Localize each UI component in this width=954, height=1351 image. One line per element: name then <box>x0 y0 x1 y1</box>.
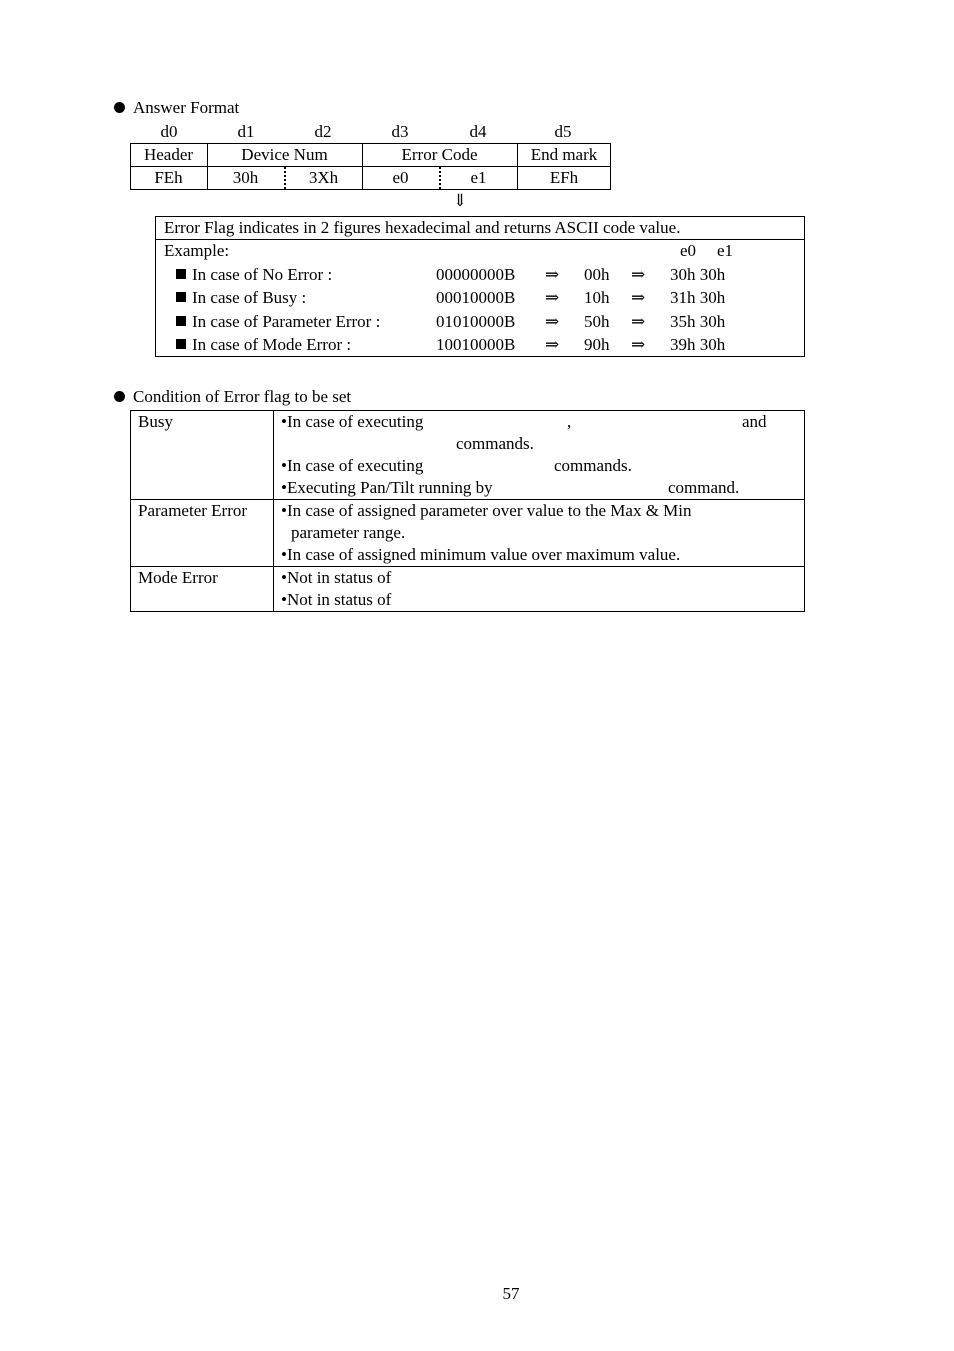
arrow-right-icon: ⇒ <box>545 312 560 331</box>
page-number: 57 <box>502 1284 520 1303</box>
busy-line-2: commands. <box>456 434 534 453</box>
error-row-label: In case of Busy : <box>192 288 307 307</box>
parameter-error-line-1: •In case of assigned parameter over value to the Max & Min <box>281 501 692 520</box>
error-flag-title: Error Flag indicates in 2 figures hexadecimal and returns ASCII code value. <box>164 218 681 237</box>
error-row-hex: 90h <box>584 335 610 354</box>
value-30h: 30h <box>232 168 259 187</box>
value-feh: FEh <box>154 168 183 187</box>
error-row-ascii: 35h 30h <box>670 312 726 331</box>
value-e1: e1 <box>470 168 487 187</box>
busy-line-3-commands: commands. <box>554 456 632 475</box>
error-row-ascii: 30h 30h <box>670 265 726 284</box>
error-row-ascii: 39h 30h <box>670 335 726 354</box>
column-e1-label: e1 <box>717 241 734 260</box>
mode-error-line-1: •Not in status of <box>281 568 392 587</box>
arrow-right-icon: ⇒ <box>545 335 560 354</box>
arrow-right-icon: ⇒ <box>631 265 646 284</box>
byte-label-d2: d2 <box>314 122 332 141</box>
error-row-binary: 00010000B <box>436 288 516 307</box>
error-row-hex: 00h <box>584 265 610 284</box>
mode-error-line-2: •Not in status of <box>281 590 392 609</box>
parameter-error-line-3: •In case of assigned minimum value over maximum value. <box>281 545 681 564</box>
error-row-label: In case of Mode Error : <box>192 335 352 354</box>
down-arrow-icon: ⇓ <box>452 191 468 210</box>
bullet-icon <box>114 102 125 113</box>
conditions-heading: Condition of Error flag to be set <box>133 387 352 406</box>
bullet-icon <box>114 391 125 402</box>
busy-line-4: •Executing Pan/Tilt running by <box>281 478 493 497</box>
arrow-right-icon: ⇒ <box>545 265 560 284</box>
end-mark-cell: End mark <box>530 145 598 164</box>
byte-label-d3: d3 <box>391 122 409 141</box>
arrow-right-icon: ⇒ <box>631 312 646 331</box>
busy-line-1-comma: , <box>567 412 572 431</box>
error-row-hex: 10h <box>584 288 610 307</box>
busy-line-1: •In case of executing <box>281 412 424 431</box>
value-3xh: 3Xh <box>308 168 339 187</box>
error-row-label: In case of Parameter Error : <box>192 312 381 331</box>
error-row-binary: 10010000B <box>436 335 516 354</box>
byte-label-d0: d0 <box>160 122 178 141</box>
square-bullet-icon <box>176 292 186 302</box>
column-e0-label: e0 <box>680 241 697 260</box>
busy-line-1-and: and <box>742 412 767 431</box>
arrow-right-icon: ⇒ <box>631 335 646 354</box>
error-row-label: In case of No Error : <box>192 265 333 284</box>
value-efh: EFh <box>549 168 579 187</box>
header-cell: Header <box>143 145 194 164</box>
byte-label-d1: d1 <box>237 122 255 141</box>
busy-label: Busy <box>138 412 173 431</box>
mode-error-label: Mode Error <box>138 568 218 587</box>
answer-format-heading: Answer Format <box>133 98 240 117</box>
device-num-cell: Device Num <box>241 145 328 164</box>
arrow-right-icon: ⇒ <box>545 288 560 307</box>
byte-label-d4: d4 <box>469 122 487 141</box>
square-bullet-icon <box>176 316 186 326</box>
example-label: Example: <box>164 241 230 260</box>
value-e0: e0 <box>392 168 409 187</box>
square-bullet-icon <box>176 339 186 349</box>
square-bullet-icon <box>176 269 186 279</box>
error-row-binary: 01010000B <box>436 312 516 331</box>
parameter-error-label: Parameter Error <box>138 501 248 520</box>
byte-label-d5: d5 <box>554 122 572 141</box>
parameter-error-line-2: parameter range. <box>291 523 406 542</box>
busy-line-4-command: command. <box>668 478 740 497</box>
error-code-cell: Error Code <box>401 145 478 164</box>
busy-line-3: •In case of executing <box>281 456 424 475</box>
error-row-binary: 00000000B <box>436 265 516 284</box>
arrow-right-icon: ⇒ <box>631 288 646 307</box>
error-row-hex: 50h <box>584 312 610 331</box>
error-row-ascii: 31h 30h <box>670 288 726 307</box>
